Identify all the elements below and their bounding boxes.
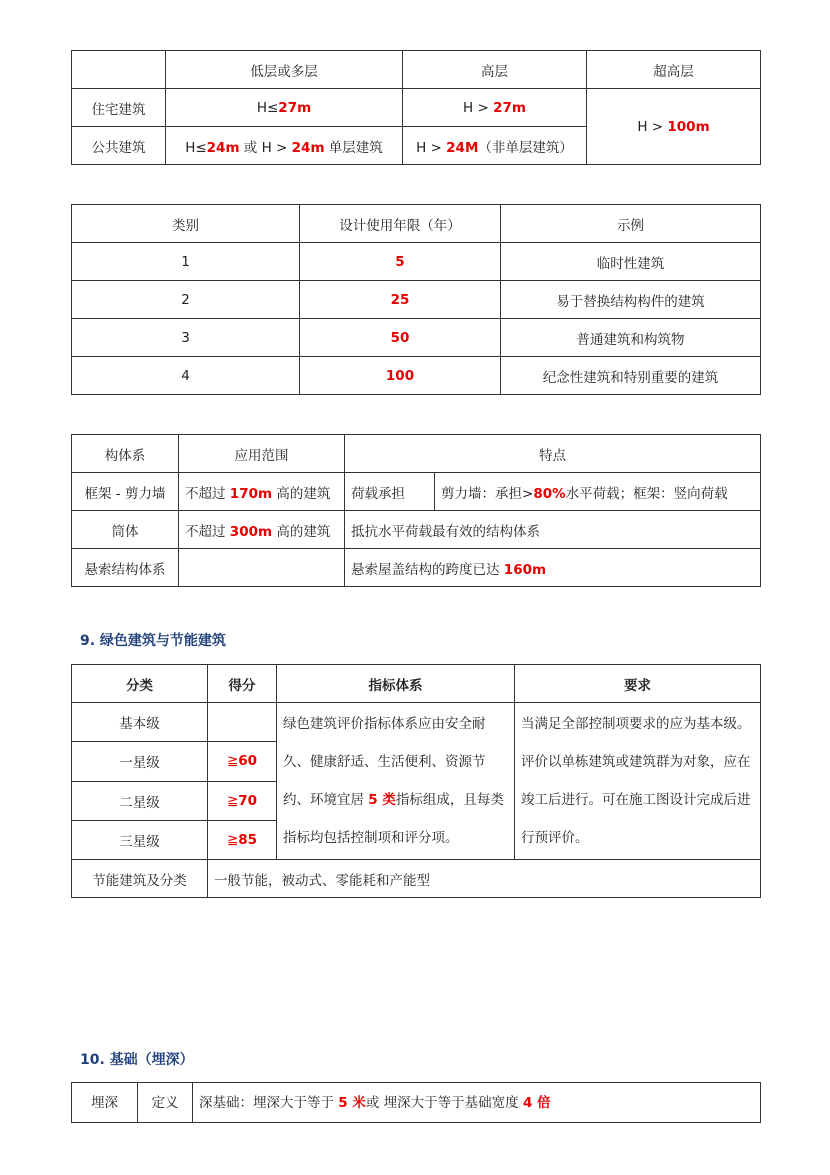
system-tube: 筒体	[72, 511, 179, 549]
section-10-title: 10. 基础（埋深）	[80, 1052, 194, 1068]
header-example: 示例	[501, 205, 761, 243]
header-features: 特点	[345, 435, 761, 473]
score-three-star: ≧85	[208, 820, 277, 859]
system-suspension: 悬索结构体系	[72, 549, 179, 587]
range-suspension-empty	[179, 549, 345, 587]
energy-value: 一般节能，被动式、零能耗和产能型	[208, 860, 761, 898]
years-cell: 50	[300, 319, 501, 357]
header-index: 指标体系	[277, 665, 515, 703]
feature-load-detail: 剪力墙：承担>80%水平荷载；框架：竖向荷载	[435, 473, 761, 511]
category-cell: 2	[72, 281, 300, 319]
service-life-table	[71, 204, 761, 395]
score-basic	[208, 703, 277, 742]
header-low-multi: 低层或多层	[166, 51, 403, 89]
score-one-star: ≧60	[208, 742, 277, 781]
section-9-title: 9. 绿色建筑与节能建筑	[80, 633, 226, 649]
header-score: 得分	[208, 665, 277, 703]
grade-two-star: 二星级	[72, 781, 208, 820]
years-cell: 25	[300, 281, 501, 319]
score-two-star: ≧70	[208, 781, 277, 820]
structural-system-table	[71, 434, 761, 587]
header-empty	[72, 51, 166, 89]
header-years: 设计使用年限（年）	[300, 205, 501, 243]
row-label-public: 公共建筑	[72, 127, 166, 165]
example-cell: 易于替换结构构件的建筑	[501, 281, 761, 319]
years-cell: 100	[300, 357, 501, 395]
index-system-text: 绿色建筑评价指标体系应由安全耐久、健康舒适、生活便利、资源节约、环境宜居 5 类指标组成，且每类指标均包括控制项和评分项。	[277, 703, 515, 860]
category-cell: 4	[72, 357, 300, 395]
feature-suspension: 悬索屋盖结构的跨度已达 160m	[345, 549, 761, 587]
public-high: H > 24M（非单层建筑）	[403, 127, 587, 165]
residential-low: H≤27m	[166, 89, 403, 127]
feature-label-load: 荷载承担	[345, 473, 435, 511]
header-high: 高层	[403, 51, 587, 89]
green-building-table	[71, 664, 761, 898]
years-cell: 5	[300, 243, 501, 281]
feature-tube: 抵抗水平荷载最有效的结构体系	[345, 511, 761, 549]
residential-high: H > 27m	[403, 89, 587, 127]
example-cell: 临时性建筑	[501, 243, 761, 281]
example-cell: 纪念性建筑和特别重要的建筑	[501, 357, 761, 395]
header-class: 分类	[72, 665, 208, 703]
building-height-table	[71, 50, 761, 165]
table-row	[72, 357, 761, 395]
range-frame-shearwall: 不超过 170m 高的建筑	[179, 473, 345, 511]
header-super-high: 超高层	[587, 51, 761, 89]
category-cell: 1	[72, 243, 300, 281]
header-category: 类别	[72, 205, 300, 243]
system-frame-shearwall: 框架 - 剪力墙	[72, 473, 179, 511]
grade-three-star: 三星级	[72, 820, 208, 859]
table-row	[72, 243, 761, 281]
header-requirement: 要求	[515, 665, 761, 703]
range-tube: 不超过 300m 高的建筑	[179, 511, 345, 549]
category-cell: 3	[72, 319, 300, 357]
energy-label: 节能建筑及分类	[72, 860, 208, 898]
grade-one-star: 一星级	[72, 742, 208, 781]
example-cell: 普通建筑和构筑物	[501, 319, 761, 357]
table-row	[72, 281, 761, 319]
foundation-depth-label: 埋深	[72, 1083, 138, 1123]
row-label-residential: 住宅建筑	[72, 89, 166, 127]
foundation-definition-text: 深基础：埋深大于等于 5 米或 埋深大于等于基础宽度 4 倍	[193, 1083, 761, 1123]
header-range: 应用范围	[179, 435, 345, 473]
grade-basic: 基本级	[72, 703, 208, 742]
requirement-text: 当满足全部控制项要求的应为基本级。评价以单栋建筑或建筑群为对象，应在竣工后进行。可在施工图设计完成后进行预评价。	[515, 703, 761, 860]
foundation-definition-label: 定义	[138, 1083, 193, 1123]
super-high-merged: H > 100m	[587, 89, 761, 165]
header-system: 构体系	[72, 435, 179, 473]
table-row	[72, 319, 761, 357]
public-low: H≤24m 或 H > 24m 单层建筑	[166, 127, 403, 165]
foundation-table	[71, 1082, 761, 1123]
